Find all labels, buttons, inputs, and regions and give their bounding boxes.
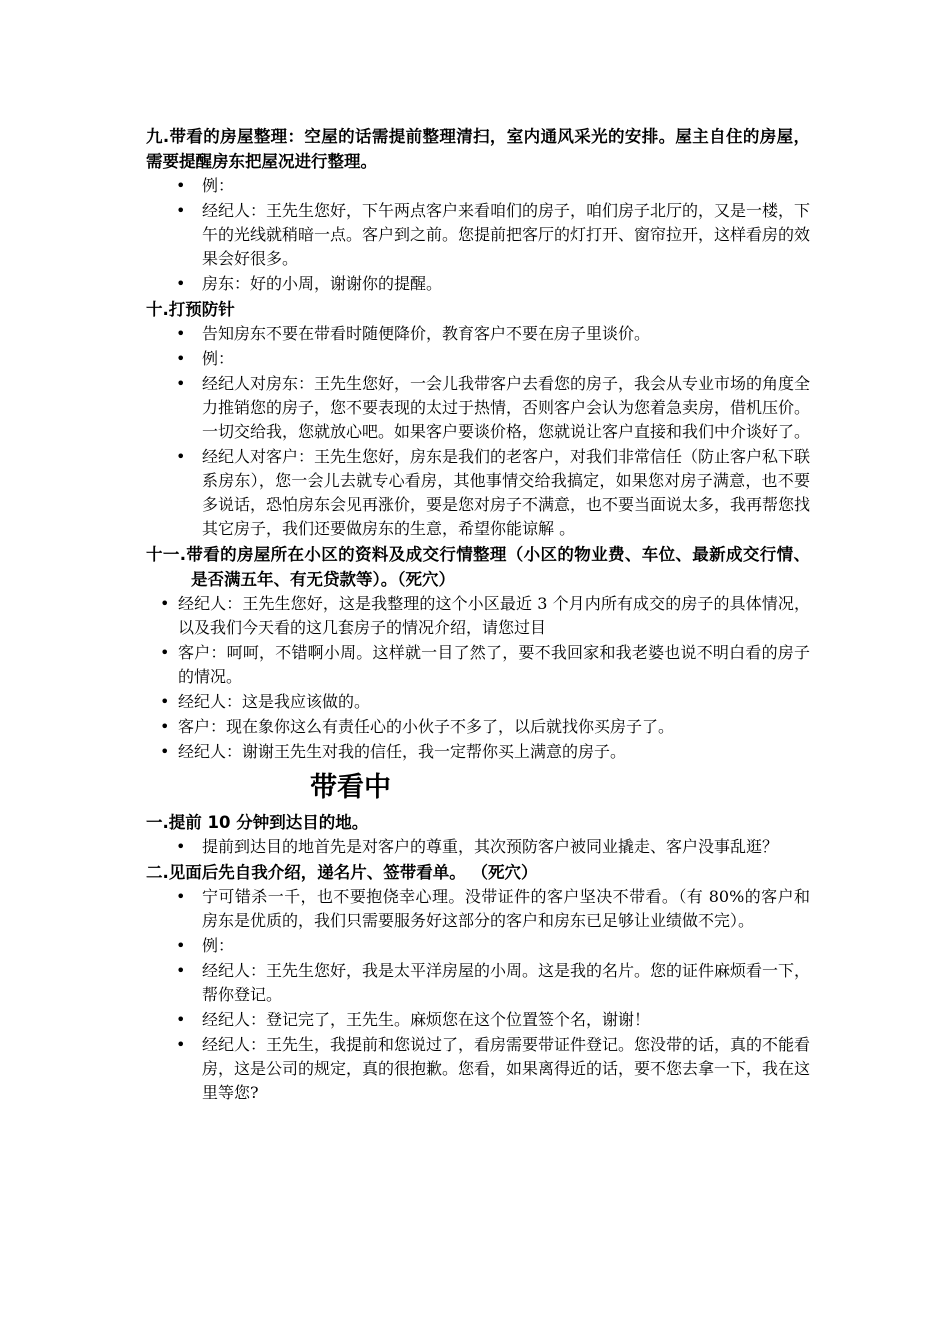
- list-item: • 经纪人：王先生您好，下午两点客户来看咱们的房子，咱们房子北厅的，又是一楼，下午的光线就稍暗一点。客户到之前。您提前把客厅的灯打开、窗帘拉开，这样看房的效果会好很多。: [176, 201, 811, 268]
- list-item: • 房东：好的小周，谢谢你的提醒。: [176, 274, 443, 293]
- list-item: • 宁可错杀一千，也不要抱侥幸心理。没带证件的客户坚决不带看。（有 80%的客户和房东是优质的，我们只需要服务好这部分的客户和房东已足够让业绩做不完）。: [176, 887, 810, 930]
- section-title: 带看中: [310, 772, 391, 803]
- part-1-heading: 一.提前 10 分钟到达目的地。: [146, 813, 369, 832]
- part-2-list: [146, 885, 810, 1105]
- document-body: [146, 124, 810, 1106]
- section-10-list: [146, 322, 810, 541]
- section-9-list: [146, 174, 810, 296]
- list-item: • 客户：呵呵，不错啊小周。这样就一目了然了，要不我回家和我老婆也说不明白看的房子的情况。: [160, 643, 810, 686]
- list-item: • 经纪人：登记完了，王先生。麻烦您在这个位置签个名，谢谢！: [176, 1010, 651, 1029]
- list-item: • 告知房东不要在带看时随便降价，教育客户不要在房子里谈价。: [176, 324, 651, 343]
- section-9-heading: 九.带看的房屋整理：空屋的话需提前整理清扫，室内通风采光的安排。屋主自住的房屋，需要提醒房东把屋况进行整理。: [146, 127, 810, 171]
- section-10-heading: 十.打预防针: [146, 300, 235, 319]
- section-11-heading: 十一.带看的房屋所在小区的资料及成交行情整理（小区的物业费、车位、最新成交行情、是否满五年、有无贷款等）。（死穴）: [146, 545, 810, 589]
- part-1-list: [146, 835, 810, 859]
- list-item: • 经纪人：王先生您好，我是太平洋房屋的小周。这是我的名片。您的证件麻烦看一下，帮你登记。: [176, 961, 811, 1004]
- part-2-heading: 二.见面后先自我介绍，递名片、签带看单。 （死穴）: [146, 863, 538, 882]
- list-item: • 客户：现在象你这么有责任心的小伙子不多了，以后就找你买房子了。: [160, 717, 675, 736]
- list-item: • 经纪人：王先生，我提前和您说过了，看房需要带证件登记。您没带的话，真的不能看房，这是公司的规定，真的很抱歉。您看，如果离得近的话，要不您去拿一下，我在这里等您?: [176, 1035, 811, 1102]
- list-item: • 经纪人对客户：王先生您好，房东是我们的老客户，对我们非常信任（防止客户私下联系房东），您一会儿去就专心看房，其他事情交给我搞定，如果您对房子满意，也不要多说话，恐怕房东会见再涨价，要是您对房子不满意，也不要当面说太多，我再帮您找其它房子，我们还要做房东的生意，希望你能谅解 。: [176, 447, 811, 538]
- list-item: • 经纪人：这是我应该做的。: [160, 692, 371, 711]
- list-item: • 经纪人：谢谢王先生对我的信任，我一定帮你买上满意的房子。: [160, 742, 627, 761]
- list-item: • 提前到达目的地首先是对客户的尊重，其次预防客户被同业撬走、客户没事乱逛？: [176, 837, 779, 856]
- section-11-list: [146, 592, 810, 764]
- list-item: • 经纪人：王先生您好，这是我整理的这个小区最近 3 个月内所有成交的房子的具体情况，以及我们今天看的这几套房子的情况介绍，请您过目: [160, 594, 810, 637]
- list-item: • 例：: [176, 936, 235, 955]
- list-item: • 例：: [176, 349, 235, 368]
- list-item: • 例：: [176, 176, 235, 195]
- list-item: • 经纪人对房东：王先生您好，一会儿我带客户去看您的房子，我会从专业市场的角度全力推销您的房子，您不要表现的太过于热情，否则客户会认为您着急卖房，借机压价。一切交给我，您就放心吧。如果客户要谈价格，您就说让客户直接和我们中介谈好了。: [176, 374, 811, 441]
